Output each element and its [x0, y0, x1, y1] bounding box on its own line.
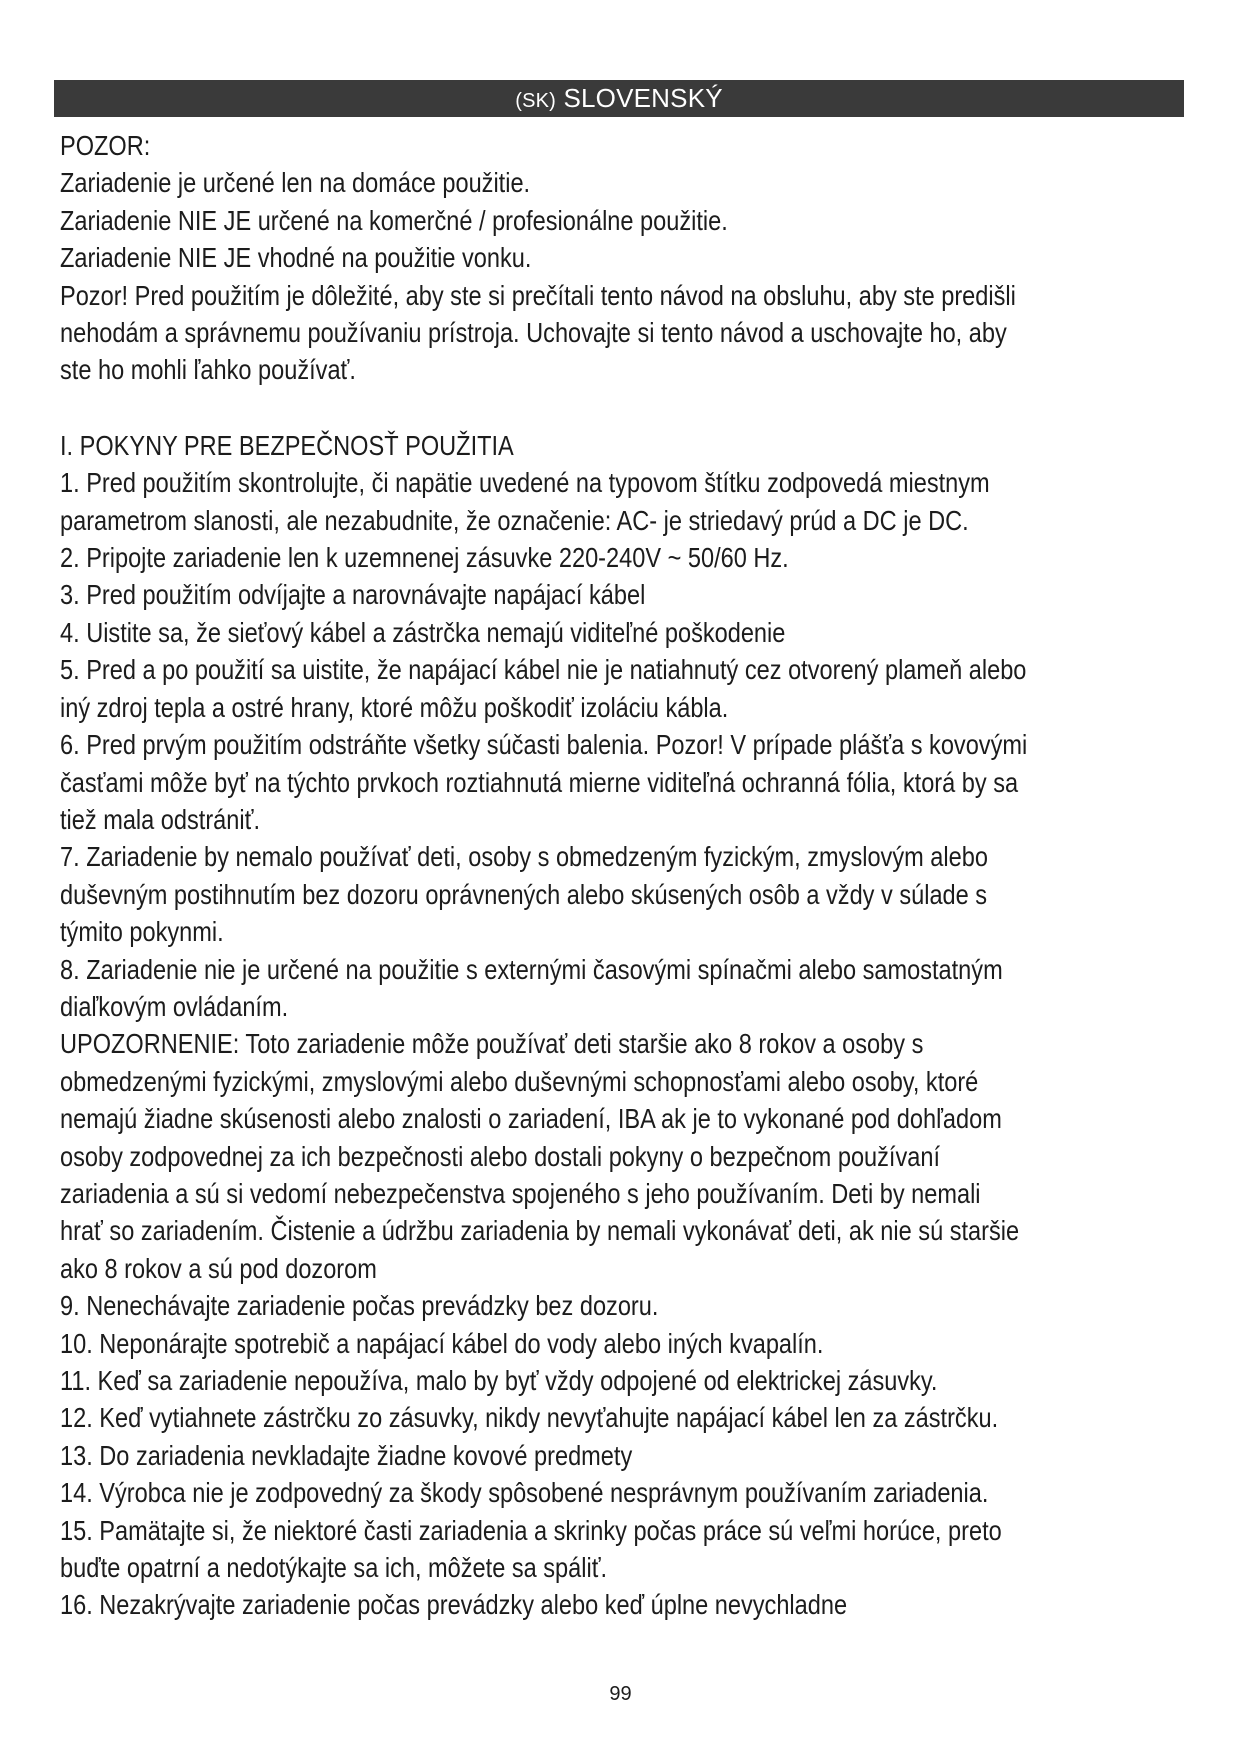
section-heading: I. POKYNY PRE BEZPEČNOSŤ POUŽITIA: [60, 429, 514, 461]
instruction-line: 2. Pripojte zariadenie len k uzemnenej zásuvke 220-240V ~ 50/60 Hz.: [60, 542, 789, 574]
instruction-line: 4. Uistite sa, že sieťový kábel a zástrčka nemajú viditeľné poškodenie: [60, 616, 786, 648]
instruction-line: týmito pokynmi.: [60, 916, 224, 948]
instruction-line: 6. Pred prvým použitím odstráňte všetky súčasti balenia. Pozor! V prípade plášťa s kovovými: [60, 729, 1028, 761]
intro-line: Pozor! Pred použitím je dôležité, aby ste si prečítali tento návod na obsluhu, aby ste predišli: [60, 279, 1016, 311]
instruction-line: iný zdroj tepla a ostré hrany, ktoré môžu poškodiť izoláciu kábla.: [60, 691, 729, 723]
instruction-line: 10. Neponárajte spotrebič a napájací kábel do vody alebo iných kvapalín.: [60, 1327, 824, 1359]
instruction-line: tiež mala odstrániť.: [60, 803, 260, 835]
language-name: SLOVENSKÝ: [563, 83, 723, 113]
instruction-line: časťami môže byť na týchto prvkoch roztiahnutá mierne viditeľná ochranná fólia, ktorá by sa: [60, 766, 1019, 798]
instruction-line: zariadenia a sú si vedomí nebezpečenstva spojeného s jeho používaním. Deti by nemali: [60, 1177, 981, 1209]
language-header-bar: [54, 80, 1184, 117]
instruction-line: 16. Nezakrývajte zariadenie počas prevádzky alebo keď úplne nevychladne: [60, 1589, 848, 1621]
instruction-line: UPOZORNENIE: Toto zariadenie môže používať deti staršie ako 8 rokov a osoby s: [60, 1028, 924, 1060]
instruction-line: duševným postihnutím bez dozoru oprávnených alebo skúsených osôb a vždy v súlade s: [60, 878, 988, 910]
section-spacer: [60, 389, 1200, 427]
instruction-line: buďte opatrní a nedotýkajte sa ich, môžete sa spáliť.: [60, 1552, 608, 1584]
instruction-line: 7. Zariadenie by nemalo používať deti, osoby s obmedzeným fyzickým, zmyslovým alebo: [60, 841, 988, 873]
instruction-line: 1. Pred použitím skontrolujte, či napätie uvedené na typovom štítku zodpovedá miestnym: [60, 467, 990, 499]
instruction-line: 8. Zariadenie nie je určené na použitie s externými časovými spínačmi alebo samostatným: [60, 953, 1003, 985]
language-code: (SK): [515, 90, 557, 112]
instruction-line: 11. Keď sa zariadenie nepoužíva, malo by byť vždy odpojené od elektrickej zásuvky.: [60, 1365, 938, 1396]
intro-line: Zariadenie NIE JE vhodné na použitie vonku.: [60, 242, 532, 274]
page-number: 99: [609, 1683, 632, 1705]
instruction-line: 12. Keď vytiahnete zástrčku zo zásuvky, nikdy nevyťahujte napájací kábel len za zástrčku.: [60, 1402, 999, 1434]
instruction-line: obmedzenými fyzickými, zmyslovými alebo duševnými schopnosťami alebo osoby, ktoré: [60, 1065, 979, 1097]
instruction-line: 14. Výrobca nie je zodpovedný za škody spôsobené nesprávnym používaním zariadenia.: [60, 1477, 989, 1509]
intro-line: Zariadenie je určené len na domáce použitie.: [60, 167, 531, 199]
instruction-line: 5. Pred a po použití sa uistite, že napájací kábel nie je natiahnutý cez otvorený plameň alebo: [60, 654, 1027, 686]
intro-line: ste ho mohli ľahko používať.: [60, 354, 356, 386]
instruction-line: 13. Do zariadenia nevkladajte žiadne kovové predmety: [60, 1439, 633, 1471]
instruction-line: 9. Nenechávajte zariadenie počas prevádzky bez dozoru.: [60, 1290, 659, 1322]
instruction-line: ako 8 rokov a sú pod dozorom: [60, 1252, 377, 1284]
warning-title: POZOR:: [60, 130, 151, 161]
instruction-line: nemajú žiadne skúsenosti alebo znalosti o zariadení, IBA ak je to vykonané pod dohľadom: [60, 1103, 1002, 1135]
instruction-line: 15. Pamätajte si, že niektoré časti zariadenia a skrinky počas práce sú veľmi horúce, preto: [60, 1514, 1002, 1546]
instruction-line: parametrom slanosti, ale nezabudnite, že označenie: AC- je striedavý prúd a DC je DC.: [60, 504, 969, 536]
instruction-line: diaľkovým ovládaním.: [60, 990, 289, 1022]
instruction-line: 3. Pred použitím odvíjajte a narovnávajte napájací kábel: [60, 579, 646, 611]
instruction-line: osoby zodpovednej za ich bezpečnosti alebo dostali pokyny o bezpečnom používaní: [60, 1140, 941, 1172]
intro-line: nehodám a správnemu používaniu prístroja. Uchovajte si tento návod a uschovajte ho, aby: [60, 317, 1007, 349]
intro-line: Zariadenie NIE JE určené na komerčné / profesionálne použitie.: [60, 204, 728, 236]
document-body: [60, 127, 1200, 1624]
instruction-line: hrať so zariadením. Čistenie a údržbu zariadenia by nemali vykonávať deti, ak nie sú staršie: [60, 1215, 1020, 1247]
